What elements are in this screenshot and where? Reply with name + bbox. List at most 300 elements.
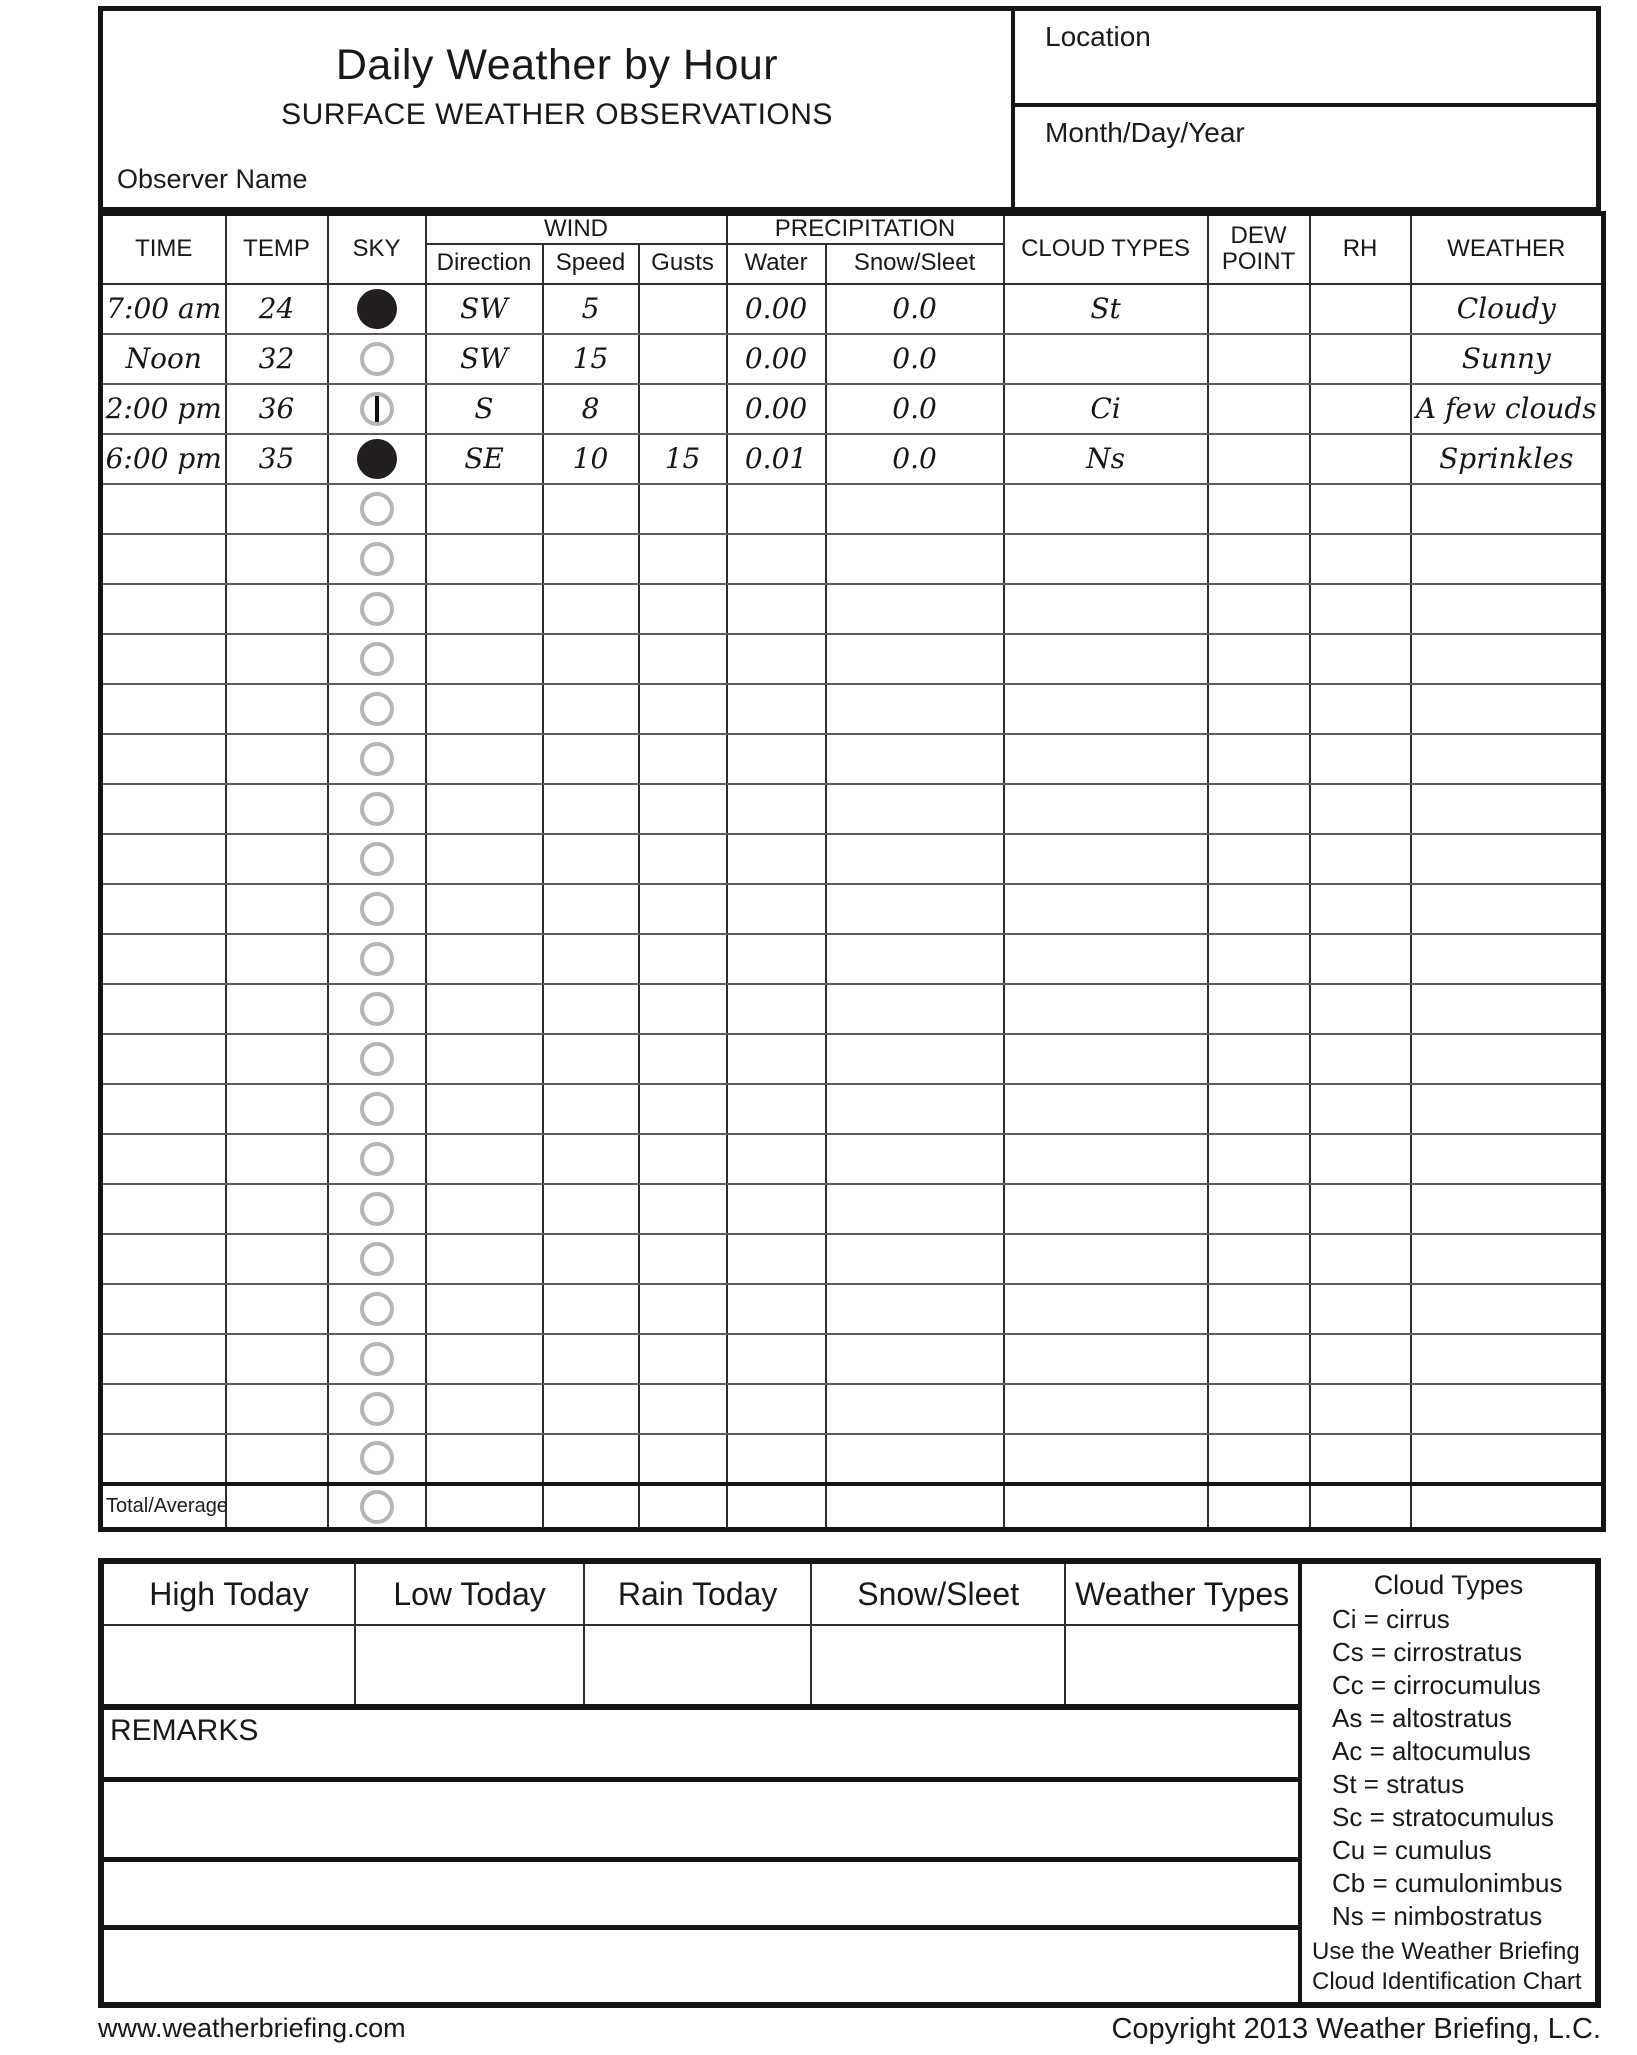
cell-sky[interactable] — [328, 1184, 426, 1234]
cell-wind-speed[interactable]: 15 — [543, 334, 639, 384]
cell-precip-snow-sleet[interactable]: 0.0 — [826, 434, 1004, 484]
cell-weather[interactable] — [1411, 1034, 1604, 1084]
cell-weather[interactable] — [1411, 734, 1604, 784]
cell-wind-gusts[interactable] — [639, 384, 727, 434]
rain-today-field[interactable] — [585, 1626, 812, 1704]
cell-precip-snow-sleet[interactable] — [826, 1034, 1004, 1084]
cell-time[interactable] — [101, 1134, 226, 1184]
cell-sky[interactable] — [328, 434, 426, 484]
sky-cover-circle-icon[interactable] — [360, 1042, 394, 1076]
cell-dew-point[interactable] — [1208, 734, 1310, 784]
cell-total-rh[interactable] — [1310, 1484, 1411, 1530]
cell-temp[interactable] — [226, 884, 328, 934]
cell-dew-point[interactable] — [1208, 534, 1310, 584]
sky-cover-circle-icon[interactable] — [360, 642, 394, 676]
snow-sleet-field[interactable] — [812, 1626, 1066, 1704]
cell-cloud-types[interactable] — [1004, 1034, 1208, 1084]
cell-wind-speed[interactable] — [543, 984, 639, 1034]
cell-wind-gusts[interactable] — [639, 1384, 727, 1434]
cell-precip-water[interactable] — [727, 484, 826, 534]
cell-rh[interactable] — [1310, 1334, 1411, 1384]
cell-cloud-types[interactable] — [1004, 1434, 1208, 1484]
cell-wind-direction[interactable]: SW — [426, 284, 543, 334]
cell-cloud-types[interactable] — [1004, 834, 1208, 884]
cell-wind-speed[interactable] — [543, 1434, 639, 1484]
sky-cover-circle-icon[interactable] — [360, 1392, 394, 1426]
cell-wind-direction[interactable] — [426, 884, 543, 934]
cell-time[interactable] — [101, 984, 226, 1034]
cell-wind-speed[interactable] — [543, 834, 639, 884]
cell-dew-point[interactable] — [1208, 284, 1310, 334]
sky-cover-circle-icon[interactable] — [360, 792, 394, 826]
cell-precip-snow-sleet[interactable] — [826, 634, 1004, 684]
cell-sky[interactable] — [328, 484, 426, 534]
cell-sky[interactable] — [328, 684, 426, 734]
cell-rh[interactable] — [1310, 684, 1411, 734]
cell-cloud-types[interactable] — [1004, 684, 1208, 734]
cell-weather[interactable] — [1411, 1284, 1604, 1334]
remarks-field-line-1[interactable] — [104, 1710, 1298, 1782]
sky-cover-circle-icon[interactable] — [360, 1292, 394, 1326]
cell-total-sky[interactable] — [328, 1484, 426, 1530]
cell-temp[interactable] — [226, 784, 328, 834]
cell-rh[interactable] — [1310, 634, 1411, 684]
cell-wind-direction[interactable] — [426, 734, 543, 784]
sky-cover-circle-icon[interactable] — [360, 1342, 394, 1376]
cell-wind-direction[interactable] — [426, 534, 543, 584]
cell-rh[interactable] — [1310, 1234, 1411, 1284]
cell-wind-gusts[interactable] — [639, 1134, 727, 1184]
cell-time[interactable] — [101, 1334, 226, 1384]
cell-cloud-types[interactable] — [1004, 1384, 1208, 1434]
cell-temp[interactable] — [226, 1134, 328, 1184]
cell-precip-snow-sleet[interactable] — [826, 784, 1004, 834]
cell-dew-point[interactable] — [1208, 1334, 1310, 1384]
cell-weather[interactable] — [1411, 884, 1604, 934]
cell-cloud-types[interactable] — [1004, 484, 1208, 534]
cell-rh[interactable] — [1310, 1184, 1411, 1234]
cell-wind-gusts[interactable] — [639, 1034, 727, 1084]
cell-wind-direction[interactable]: S — [426, 384, 543, 434]
cell-rh[interactable] — [1310, 734, 1411, 784]
cell-wind-direction[interactable] — [426, 834, 543, 884]
cell-wind-gusts[interactable]: 15 — [639, 434, 727, 484]
cell-wind-gusts[interactable] — [639, 784, 727, 834]
cell-precip-water[interactable] — [727, 634, 826, 684]
high-today-field[interactable] — [104, 1626, 356, 1704]
cell-cloud-types[interactable] — [1004, 784, 1208, 834]
cell-wind-direction[interactable] — [426, 784, 543, 834]
cell-sky[interactable] — [328, 584, 426, 634]
cell-wind-gusts[interactable] — [639, 1284, 727, 1334]
cell-dew-point[interactable] — [1208, 1034, 1310, 1084]
cell-dew-point[interactable] — [1208, 884, 1310, 934]
cell-wind-direction[interactable] — [426, 584, 543, 634]
cell-temp[interactable] — [226, 1434, 328, 1484]
cell-precip-snow-sleet[interactable]: 0.0 — [826, 384, 1004, 434]
cell-cloud-types[interactable] — [1004, 884, 1208, 934]
cell-precip-snow-sleet[interactable] — [826, 984, 1004, 1034]
cell-wind-speed[interactable]: 10 — [543, 434, 639, 484]
cell-cloud-types[interactable] — [1004, 934, 1208, 984]
cell-sky[interactable] — [328, 1434, 426, 1484]
sky-cover-circle-icon[interactable] — [360, 592, 394, 626]
cell-temp[interactable] — [226, 734, 328, 784]
cell-temp[interactable]: 24 — [226, 284, 328, 334]
sky-cover-circle-icon[interactable] — [357, 289, 397, 329]
cell-precip-water[interactable] — [727, 984, 826, 1034]
sky-cover-circle-icon[interactable] — [360, 542, 394, 576]
weather-types-field[interactable] — [1066, 1626, 1298, 1704]
sky-cover-circle-icon[interactable] — [360, 1490, 394, 1524]
cell-wind-direction[interactable] — [426, 1434, 543, 1484]
cell-cloud-types[interactable] — [1004, 1234, 1208, 1284]
cell-sky[interactable] — [328, 984, 426, 1034]
cell-cloud-types[interactable] — [1004, 1334, 1208, 1384]
cell-total-wind-gusts[interactable] — [639, 1484, 727, 1530]
cell-wind-direction[interactable] — [426, 1334, 543, 1384]
cell-sky[interactable] — [328, 834, 426, 884]
cell-rh[interactable] — [1310, 484, 1411, 534]
cell-rh[interactable] — [1310, 1384, 1411, 1434]
cell-precip-water[interactable] — [727, 1284, 826, 1334]
cell-temp[interactable] — [226, 684, 328, 734]
cell-wind-speed[interactable] — [543, 1284, 639, 1334]
sky-cover-circle-icon[interactable] — [360, 892, 394, 926]
cell-time[interactable] — [101, 934, 226, 984]
cell-weather[interactable] — [1411, 1184, 1604, 1234]
cell-temp[interactable] — [226, 534, 328, 584]
cell-precip-water[interactable] — [727, 834, 826, 884]
cell-time[interactable] — [101, 1084, 226, 1134]
cell-time[interactable] — [101, 784, 226, 834]
cell-wind-gusts[interactable] — [639, 1334, 727, 1384]
cell-rh[interactable] — [1310, 1434, 1411, 1484]
cell-precip-snow-sleet[interactable]: 0.0 — [826, 284, 1004, 334]
cell-rh[interactable] — [1310, 1034, 1411, 1084]
cell-total-precip-water[interactable] — [727, 1484, 826, 1530]
cell-temp[interactable]: 32 — [226, 334, 328, 384]
cell-rh[interactable] — [1310, 884, 1411, 934]
cell-wind-speed[interactable] — [543, 484, 639, 534]
cell-rh[interactable] — [1310, 434, 1411, 484]
cell-cloud-types[interactable] — [1004, 1084, 1208, 1134]
cell-weather[interactable] — [1411, 634, 1604, 684]
cell-wind-direction[interactable] — [426, 1184, 543, 1234]
remarks-field-line-2[interactable] — [104, 1782, 1298, 1862]
sky-cover-circle-icon[interactable] — [360, 1142, 394, 1176]
cell-cloud-types[interactable]: St — [1004, 284, 1208, 334]
cell-wind-gusts[interactable] — [639, 334, 727, 384]
cell-time[interactable]: 7:00 am — [101, 284, 226, 334]
cell-dew-point[interactable] — [1208, 1284, 1310, 1334]
cell-dew-point[interactable] — [1208, 684, 1310, 734]
cell-precip-snow-sleet[interactable] — [826, 1184, 1004, 1234]
cell-weather[interactable]: Sprinkles — [1411, 434, 1604, 484]
cell-wind-direction[interactable] — [426, 484, 543, 534]
cell-precip-water[interactable] — [727, 1334, 826, 1384]
cell-precip-snow-sleet[interactable] — [826, 834, 1004, 884]
cell-weather[interactable]: Sunny — [1411, 334, 1604, 384]
cell-cloud-types[interactable] — [1004, 1134, 1208, 1184]
cell-total-weather[interactable] — [1411, 1484, 1604, 1530]
location-field[interactable] — [1015, 11, 1596, 107]
cell-wind-gusts[interactable] — [639, 1084, 727, 1134]
cell-wind-speed[interactable] — [543, 1134, 639, 1184]
cell-precip-water[interactable] — [727, 684, 826, 734]
cell-wind-gusts[interactable] — [639, 984, 727, 1034]
cell-time[interactable] — [101, 534, 226, 584]
cell-wind-gusts[interactable] — [639, 1234, 727, 1284]
cell-sky[interactable] — [328, 934, 426, 984]
cell-dew-point[interactable] — [1208, 1234, 1310, 1284]
cell-time[interactable] — [101, 1384, 226, 1434]
cell-sky[interactable] — [328, 284, 426, 334]
cell-precip-water[interactable] — [727, 584, 826, 634]
cell-sky[interactable] — [328, 1384, 426, 1434]
cell-precip-snow-sleet[interactable] — [826, 584, 1004, 634]
sky-cover-circle-icon[interactable] — [360, 1242, 394, 1276]
cell-wind-speed[interactable] — [543, 1384, 639, 1434]
cell-temp[interactable] — [226, 1034, 328, 1084]
cell-cloud-types[interactable]: Ci — [1004, 384, 1208, 434]
cell-total-wind-direction[interactable] — [426, 1484, 543, 1530]
cell-wind-direction[interactable] — [426, 684, 543, 734]
cell-weather[interactable]: A few clouds — [1411, 384, 1604, 434]
cell-cloud-types[interactable] — [1004, 1184, 1208, 1234]
cell-weather[interactable] — [1411, 984, 1604, 1034]
cell-wind-speed[interactable] — [543, 584, 639, 634]
cell-wind-direction[interactable]: SW — [426, 334, 543, 384]
cell-wind-gusts[interactable] — [639, 1434, 727, 1484]
cell-time[interactable] — [101, 1234, 226, 1284]
cell-time[interactable] — [101, 1284, 226, 1334]
cell-precip-water[interactable] — [727, 1034, 826, 1084]
cell-sky[interactable] — [328, 784, 426, 834]
cell-dew-point[interactable] — [1208, 384, 1310, 434]
cell-time[interactable] — [101, 1434, 226, 1484]
cell-time[interactable] — [101, 584, 226, 634]
cell-rh[interactable] — [1310, 834, 1411, 884]
cell-dew-point[interactable] — [1208, 484, 1310, 534]
cell-wind-gusts[interactable] — [639, 284, 727, 334]
cell-sky[interactable] — [328, 1034, 426, 1084]
cell-cloud-types[interactable] — [1004, 334, 1208, 384]
cell-wind-speed[interactable] — [543, 884, 639, 934]
cell-precip-snow-sleet[interactable]: 0.0 — [826, 334, 1004, 384]
cell-cloud-types[interactable] — [1004, 534, 1208, 584]
cell-wind-speed[interactable] — [543, 534, 639, 584]
cell-precip-water[interactable] — [727, 1384, 826, 1434]
cell-weather[interactable] — [1411, 834, 1604, 884]
cell-weather[interactable] — [1411, 1234, 1604, 1284]
cell-wind-gusts[interactable] — [639, 534, 727, 584]
cell-weather[interactable]: Cloudy — [1411, 284, 1604, 334]
cell-rh[interactable] — [1310, 584, 1411, 634]
cell-sky[interactable] — [328, 334, 426, 384]
cell-rh[interactable] — [1310, 934, 1411, 984]
cell-precip-water[interactable]: 0.00 — [727, 284, 826, 334]
cell-wind-direction[interactable] — [426, 1284, 543, 1334]
cell-precip-water[interactable]: 0.00 — [727, 384, 826, 434]
cell-wind-speed[interactable] — [543, 1034, 639, 1084]
sky-cover-circle-icon[interactable] — [360, 492, 394, 526]
cell-precip-snow-sleet[interactable] — [826, 1134, 1004, 1184]
cell-time[interactable] — [101, 684, 226, 734]
sky-cover-circle-icon[interactable] — [357, 439, 397, 479]
cell-temp[interactable] — [226, 1084, 328, 1134]
cell-sky[interactable] — [328, 1284, 426, 1334]
cell-weather[interactable] — [1411, 1384, 1604, 1434]
cell-dew-point[interactable] — [1208, 1434, 1310, 1484]
cell-dew-point[interactable] — [1208, 934, 1310, 984]
cell-temp[interactable] — [226, 1234, 328, 1284]
cell-weather[interactable] — [1411, 784, 1604, 834]
cell-wind-gusts[interactable] — [639, 834, 727, 884]
cell-weather[interactable] — [1411, 1334, 1604, 1384]
cell-sky[interactable] — [328, 534, 426, 584]
cell-temp[interactable] — [226, 584, 328, 634]
cell-sky[interactable] — [328, 1084, 426, 1134]
cell-time[interactable] — [101, 634, 226, 684]
cell-precip-water[interactable] — [727, 884, 826, 934]
cell-weather[interactable] — [1411, 1434, 1604, 1484]
remarks-field-line-4[interactable] — [104, 1930, 1298, 2002]
cell-sky[interactable] — [328, 734, 426, 784]
cell-sky[interactable] — [328, 384, 426, 434]
cell-total-precip-snow-sleet[interactable] — [826, 1484, 1004, 1530]
cell-sky[interactable] — [328, 634, 426, 684]
cell-wind-direction[interactable] — [426, 1384, 543, 1434]
low-today-field[interactable] — [356, 1626, 585, 1704]
cell-wind-direction[interactable] — [426, 1134, 543, 1184]
cell-precip-water[interactable] — [727, 1134, 826, 1184]
cell-dew-point[interactable] — [1208, 984, 1310, 1034]
cell-dew-point[interactable] — [1208, 434, 1310, 484]
cell-wind-gusts[interactable] — [639, 934, 727, 984]
cell-precip-water[interactable]: 0.01 — [727, 434, 826, 484]
cell-dew-point[interactable] — [1208, 784, 1310, 834]
cell-wind-speed[interactable] — [543, 1084, 639, 1134]
cell-dew-point[interactable] — [1208, 1384, 1310, 1434]
sky-cover-circle-icon[interactable] — [360, 942, 394, 976]
cell-weather[interactable] — [1411, 1134, 1604, 1184]
cell-rh[interactable] — [1310, 1134, 1411, 1184]
cell-precip-snow-sleet[interactable] — [826, 1334, 1004, 1384]
cell-wind-speed[interactable] — [543, 784, 639, 834]
cell-weather[interactable] — [1411, 484, 1604, 534]
cell-precip-snow-sleet[interactable] — [826, 734, 1004, 784]
cell-precip-snow-sleet[interactable] — [826, 484, 1004, 534]
cell-precip-water[interactable] — [727, 1084, 826, 1134]
cell-total-dew-point[interactable] — [1208, 1484, 1310, 1530]
cell-total-cloud-types[interactable] — [1004, 1484, 1208, 1530]
cell-precip-water[interactable] — [727, 734, 826, 784]
cell-precip-snow-sleet[interactable] — [826, 1434, 1004, 1484]
cell-weather[interactable] — [1411, 1084, 1604, 1134]
cell-wind-speed[interactable] — [543, 634, 639, 684]
cell-wind-direction[interactable]: SE — [426, 434, 543, 484]
cell-wind-gusts[interactable] — [639, 1184, 727, 1234]
cell-rh[interactable] — [1310, 534, 1411, 584]
cell-wind-direction[interactable] — [426, 984, 543, 1034]
cell-cloud-types[interactable]: Ns — [1004, 434, 1208, 484]
cell-precip-water[interactable] — [727, 1434, 826, 1484]
cell-time[interactable] — [101, 484, 226, 534]
cell-wind-direction[interactable] — [426, 1084, 543, 1134]
cell-dew-point[interactable] — [1208, 834, 1310, 884]
cell-wind-speed[interactable] — [543, 734, 639, 784]
cell-cloud-types[interactable] — [1004, 984, 1208, 1034]
cell-wind-gusts[interactable] — [639, 584, 727, 634]
cell-sky[interactable] — [328, 1334, 426, 1384]
cell-rh[interactable] — [1310, 784, 1411, 834]
sky-cover-circle-icon[interactable] — [360, 1092, 394, 1126]
remarks-field-line-3[interactable] — [104, 1862, 1298, 1930]
cell-wind-speed[interactable] — [543, 1184, 639, 1234]
cell-time[interactable]: 6:00 pm — [101, 434, 226, 484]
cell-weather[interactable] — [1411, 684, 1604, 734]
cell-precip-snow-sleet[interactable] — [826, 1384, 1004, 1434]
sky-cover-circle-icon[interactable] — [360, 342, 394, 376]
cell-wind-speed[interactable]: 5 — [543, 284, 639, 334]
cell-sky[interactable] — [328, 1234, 426, 1284]
cell-wind-speed[interactable] — [543, 1234, 639, 1284]
cell-temp[interactable] — [226, 1284, 328, 1334]
cell-temp[interactable] — [226, 1334, 328, 1384]
sky-cover-circle-icon[interactable] — [360, 742, 394, 776]
cell-weather[interactable] — [1411, 534, 1604, 584]
cell-wind-direction[interactable] — [426, 1034, 543, 1084]
cell-rh[interactable] — [1310, 1284, 1411, 1334]
cell-weather[interactable] — [1411, 934, 1604, 984]
cell-dew-point[interactable] — [1208, 1084, 1310, 1134]
sky-cover-circle-icon[interactable] — [360, 1192, 394, 1226]
cell-wind-gusts[interactable] — [639, 734, 727, 784]
cell-precip-snow-sleet[interactable] — [826, 884, 1004, 934]
cell-wind-gusts[interactable] — [639, 634, 727, 684]
cell-precip-snow-sleet[interactable] — [826, 1084, 1004, 1134]
cell-cloud-types[interactable] — [1004, 584, 1208, 634]
cell-time[interactable] — [101, 834, 226, 884]
cell-weather[interactable] — [1411, 584, 1604, 634]
cell-precip-snow-sleet[interactable] — [826, 1234, 1004, 1284]
cell-time[interactable] — [101, 1034, 226, 1084]
date-field[interactable] — [1015, 107, 1596, 207]
cell-wind-direction[interactable] — [426, 1234, 543, 1284]
cell-wind-speed[interactable] — [543, 934, 639, 984]
cell-rh[interactable] — [1310, 1084, 1411, 1134]
cell-dew-point[interactable] — [1208, 1184, 1310, 1234]
cell-precip-snow-sleet[interactable] — [826, 684, 1004, 734]
cell-precip-water[interactable] — [727, 784, 826, 834]
cell-dew-point[interactable] — [1208, 1134, 1310, 1184]
cell-dew-point[interactable] — [1208, 634, 1310, 684]
cell-temp[interactable] — [226, 484, 328, 534]
cell-wind-speed[interactable] — [543, 1334, 639, 1384]
cell-time[interactable]: Noon — [101, 334, 226, 384]
cell-temp[interactable] — [226, 1384, 328, 1434]
cell-cloud-types[interactable] — [1004, 634, 1208, 684]
cell-wind-speed[interactable] — [543, 684, 639, 734]
cell-temp[interactable] — [226, 834, 328, 884]
cell-sky[interactable] — [328, 1134, 426, 1184]
cell-time[interactable] — [101, 1184, 226, 1234]
cell-temp[interactable] — [226, 1184, 328, 1234]
cell-precip-water[interactable] — [727, 1234, 826, 1284]
cell-precip-water[interactable] — [727, 534, 826, 584]
sky-cover-circle-icon[interactable] — [360, 1441, 394, 1475]
